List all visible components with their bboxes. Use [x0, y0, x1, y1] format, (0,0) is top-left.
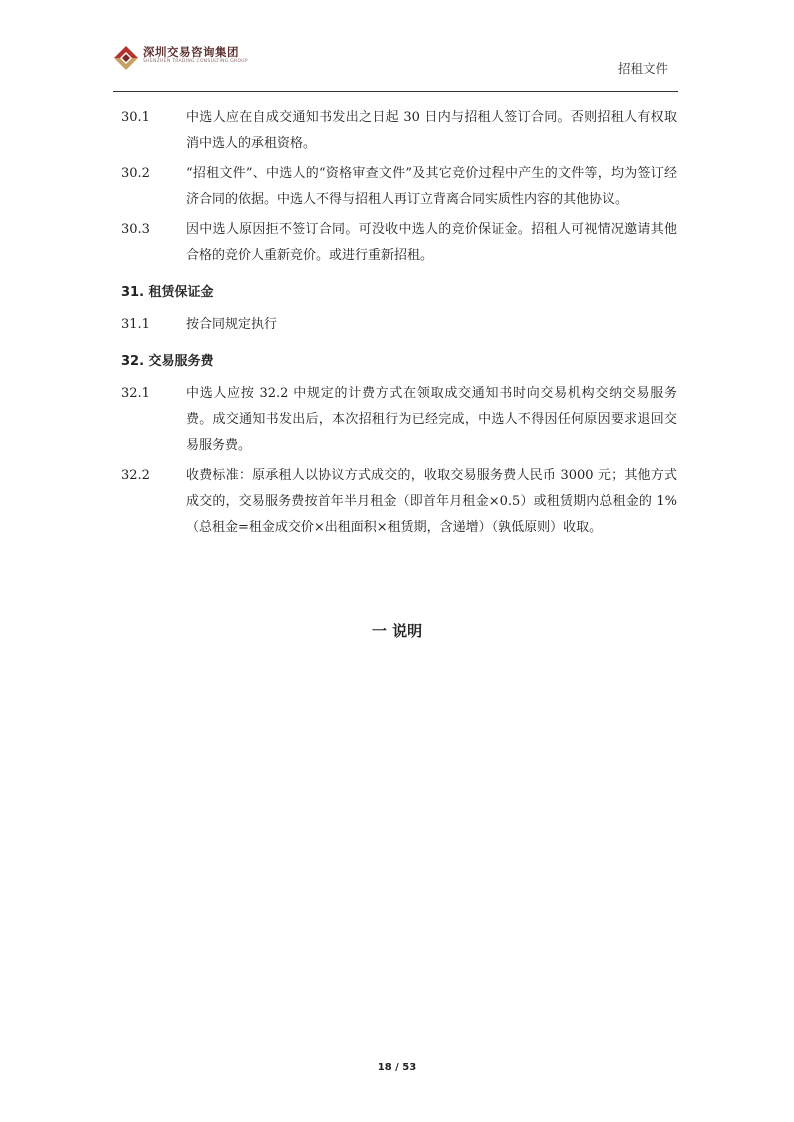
clause-30-3 — [121, 217, 677, 269]
clause-number: 30.3 — [121, 222, 150, 237]
section-title-explanation: 一 说明 — [371, 622, 423, 640]
clause-text: 收费标准：原承租人以协议方式成交的，收取交易服务费人民币 3000 元；其他方式成交的，交易服务费按首年半月租金（即首年月租金×0.5）或租赁期内总租金的 1%（总租金=租金成交价×出租面积×租赁期，含递增）（孰低原则）收取。 — [186, 468, 677, 535]
logo-icon — [113, 45, 139, 71]
clause-text: “招租文件”、中选人的“资格审查文件”及其它竞价过程中产生的文件等，均为签订经济合同的依据。中选人不得与招租人再订立背离合同实质性内容的其他协议。 — [186, 166, 677, 207]
section-heading-32: 32. 交易服务费 — [121, 354, 214, 369]
section-heading-31: 31. 租赁保证金 — [121, 285, 214, 300]
clause-number: 30.2 — [121, 166, 150, 181]
clause-text: 中选人应在自成交通知书发出之日起 30 日内与招租人签订合同。否则招租人有权取消中选人的承租资格。 — [186, 110, 677, 151]
clause-31-1 — [121, 312, 677, 338]
company-logo — [113, 45, 248, 71]
clause-30-2 — [121, 161, 677, 213]
document-type-label: 招租文件 — [617, 61, 668, 76]
clause-number: 30.1 — [121, 110, 150, 125]
clause-number: 32.2 — [121, 468, 150, 483]
clause-text: 中选人应按 32.2 中规定的计费方式在领取成交通知书时向交易机构交纳交易服务费。成交通知书发出后，本次招租行为已经完成，中选人不得因任何原因要求退回交易服务费。 — [186, 386, 677, 453]
clause-number: 31.1 — [121, 317, 150, 332]
page-header — [113, 40, 678, 92]
header-divider — [113, 91, 678, 92]
clause-text: 因中选人原因拒不签订合同。可没收中选人的竞价保证金。招租人可视情况邀请其他合格的竞价人重新竞价。或进行重新招租。 — [186, 222, 677, 263]
clause-32-1 — [121, 381, 677, 459]
clause-32-2 — [121, 463, 677, 541]
logo-english-name: SHENZHEN TRADING CONSULTING GROUP — [143, 59, 248, 64]
page-number: 18 / 53 — [377, 1062, 417, 1073]
clause-text: 按合同规定执行 — [186, 317, 278, 332]
logo-chinese-name: 深圳交易咨询集团 — [143, 45, 239, 59]
document-body — [121, 105, 677, 545]
clause-30-1 — [121, 105, 677, 157]
clause-number: 32.1 — [121, 386, 150, 401]
